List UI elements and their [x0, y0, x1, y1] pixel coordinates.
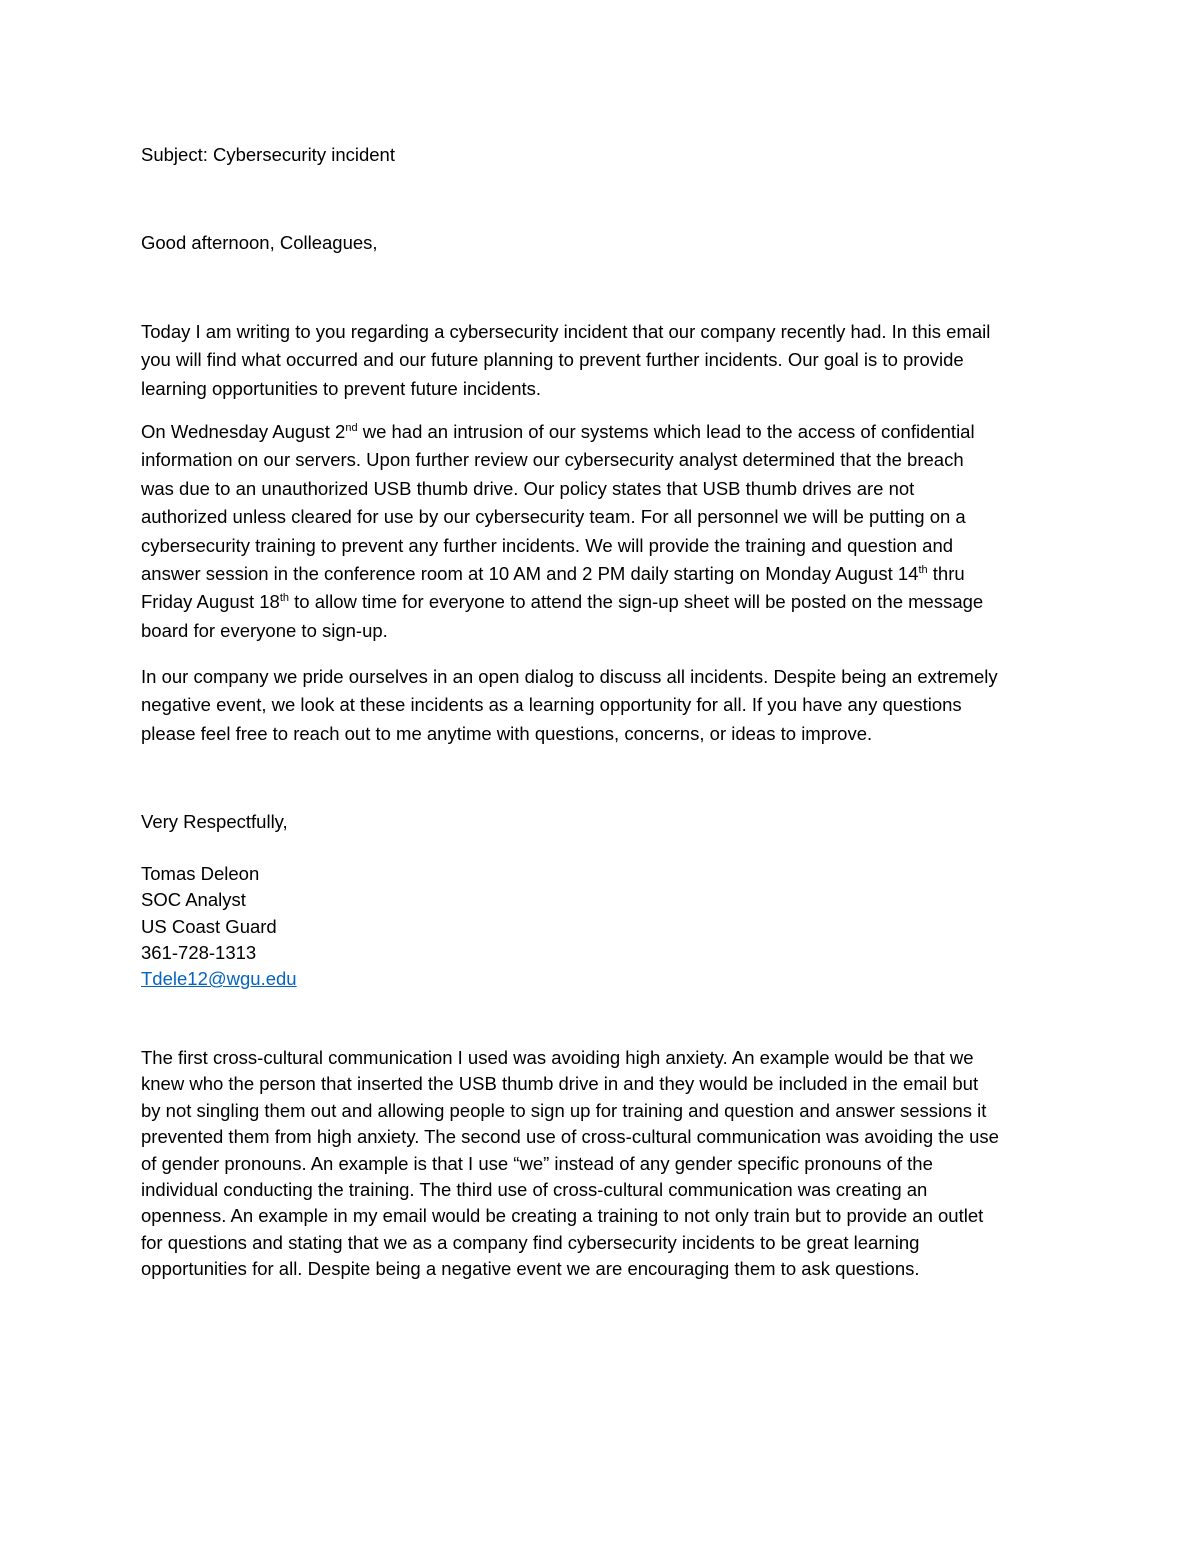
- ordinal-suffix: th: [279, 592, 290, 605]
- paragraph-line: On Wednesday August 2nd we had an intrusion of our systems which lead to the access of confidential: [141, 421, 975, 442]
- signature-organization: US Coast Guard: [141, 915, 277, 937]
- paragraph-line: negative event, we look at these incidents as a learning opportunity for all. If you have any questions: [141, 694, 962, 716]
- intro-paragraph: [141, 318, 1066, 403]
- ordinal-suffix: th: [918, 563, 928, 576]
- paragraph-line: please feel free to reach out to me anytime with questions, concerns, or ideas to improve.: [141, 722, 873, 744]
- signature-name: Tomas Deleon: [141, 863, 260, 884]
- subject-line: Subject: Cybersecurity incident: [141, 144, 395, 165]
- open-dialog-paragraph: [141, 663, 1066, 748]
- closing: [141, 808, 1066, 836]
- signature-title: SOC Analyst: [141, 889, 246, 911]
- email-subject: [141, 141, 1066, 169]
- closing-line: Very Respectfully,: [141, 811, 288, 832]
- paragraph-line: information on our servers. Upon further review our cybersecurity analyst determined that the breach: [141, 449, 964, 471]
- paragraph-line: of gender pronouns. An example is that I use “we” instead of any gender specific pronouns of the: [141, 1152, 933, 1174]
- greeting-line: Good afternoon, Colleagues,: [141, 232, 378, 253]
- paragraph-line: by not singling them out and allowing people to sign up for training and question and answer sessions it: [141, 1099, 987, 1121]
- paragraph-line: you will find what occurred and our future planning to prevent further incidents. Our goal is to provide: [141, 349, 964, 371]
- paragraph-line: The first cross-cultural communication I used was avoiding high anxiety. An example would be that we: [141, 1047, 974, 1068]
- signature-block: [141, 861, 1066, 992]
- paragraph-line: opportunities for all. Despite being a negative event we are encouraging them to ask questions.: [141, 1258, 920, 1280]
- incident-paragraph: [141, 418, 1066, 645]
- paragraph-line: learning opportunities to prevent future incidents.: [141, 377, 542, 399]
- paragraph-line: Friday August 18th to allow time for everyone to attend the sign-up sheet will be posted on the message: [141, 591, 984, 613]
- paragraph-line: authorized unless cleared for use by our cybersecurity team. For all personnel we will be putting on a: [141, 506, 966, 528]
- paragraph-line: answer session in the conference room at 10 AM and 2 PM daily starting on Monday August 14th thru: [141, 562, 965, 584]
- paragraph-line: knew who the person that inserted the USB thumb drive in and they would be included in the email but: [141, 1073, 979, 1095]
- paragraph-line: In our company we pride ourselves in an open dialog to discuss all incidents. Despite being an extremely: [141, 666, 998, 687]
- cross-cultural-paragraph: [141, 1045, 1066, 1283]
- paragraph-line: for questions and stating that we as a company find cybersecurity incidents to be great learning: [141, 1231, 920, 1253]
- email-link[interactable]: Tdele12@wgu.edu: [141, 968, 297, 990]
- paragraph-line: prevented them from high anxiety. The second use of cross-cultural communication was avoiding the use: [141, 1126, 999, 1148]
- signature-email-line: [141, 966, 1066, 992]
- paragraph-line: individual conducting the training. The third use of cross-cultural communication was creating an: [141, 1178, 928, 1200]
- ordinal-suffix: nd: [345, 422, 358, 434]
- paragraph-line: was due to an unauthorized USB thumb drive. Our policy states that USB thumb drives are not: [141, 477, 915, 499]
- email-greeting: [141, 229, 1066, 257]
- signature-phone: 361-728-1313: [141, 941, 257, 963]
- paragraph-line: cybersecurity training to prevent any further incidents. We will provide the training and question and: [141, 534, 954, 556]
- paragraph-line: board for everyone to sign-up.: [141, 619, 388, 641]
- paragraph-line: openness. An example in my email would be creating a training to not only train but to provide an outlet: [141, 1205, 984, 1227]
- paragraph-line: Today I am writing to you regarding a cybersecurity incident that our company recently had. In this email: [141, 321, 991, 342]
